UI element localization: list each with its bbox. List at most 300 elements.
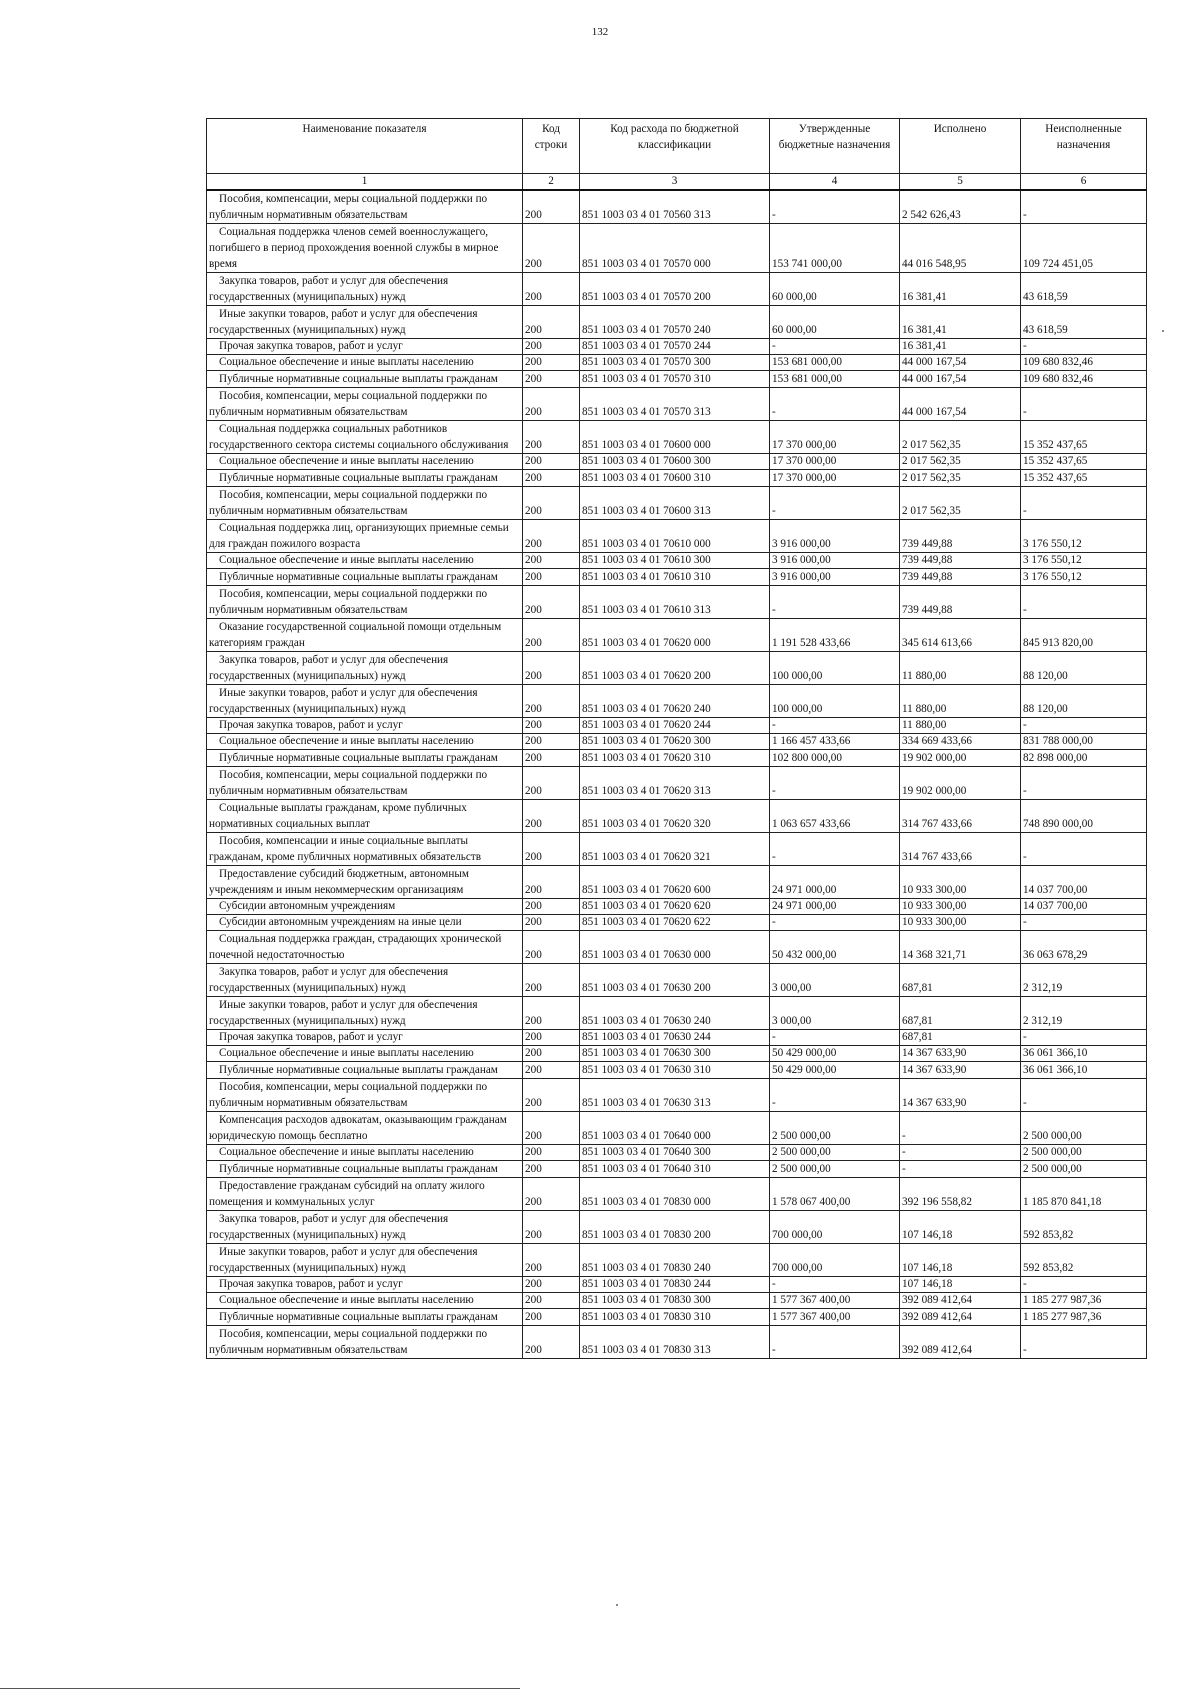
budget-code-cell: 851 1003 03 4 01 70830 240 xyxy=(580,1244,770,1277)
indicator-name-cell xyxy=(207,586,523,619)
executed-cell: 687,81 xyxy=(900,1030,1021,1046)
unexecuted-cell: 2 500 000,00 xyxy=(1021,1161,1147,1178)
approved-cell: 100 000,00 xyxy=(770,652,900,685)
executed-cell: 14 367 633,90 xyxy=(900,1062,1021,1079)
indicator-name-text: Субсидии автономным учреждениям на иные цели xyxy=(219,916,462,928)
executed-cell: 2 542 626,43 xyxy=(900,190,1021,224)
indicator-name-cell xyxy=(207,619,523,652)
unexecuted-cell: 748 890 000,00 xyxy=(1021,800,1147,833)
line-code-cell: 200 xyxy=(523,569,580,586)
approved-cell: - xyxy=(770,1030,900,1046)
unexecuted-cell: 592 853,82 xyxy=(1021,1244,1147,1277)
table-row xyxy=(207,339,1147,355)
approved-cell: 24 971 000,00 xyxy=(770,866,900,899)
line-code-cell: 200 xyxy=(523,553,580,569)
unexecuted-cell: 15 352 437,65 xyxy=(1021,454,1147,470)
budget-code-cell: 851 1003 03 4 01 70600 313 xyxy=(580,487,770,520)
indicator-name-text: Пособия, компенсации, меры социальной поддержки по публичным нормативным обязательствам xyxy=(209,1081,488,1109)
approved-cell: - xyxy=(770,190,900,224)
line-code-cell: 200 xyxy=(523,470,580,487)
approved-cell: - xyxy=(770,1326,900,1359)
unexecuted-cell: 2 312,19 xyxy=(1021,997,1147,1030)
indicator-name-cell xyxy=(207,421,523,454)
table-row xyxy=(207,619,1147,652)
indicator-name-text: Публичные нормативные социальные выплаты гражданам xyxy=(219,373,498,385)
approved-cell: 50 429 000,00 xyxy=(770,1046,900,1062)
budget-code-cell: 851 1003 03 4 01 70620 240 xyxy=(580,685,770,718)
indicator-name-cell xyxy=(207,1046,523,1062)
approved-cell: 153 741 000,00 xyxy=(770,224,900,273)
indicator-name-text: Публичные нормативные социальные выплаты гражданам xyxy=(219,752,498,764)
table-row xyxy=(207,750,1147,767)
indicator-name-cell xyxy=(207,355,523,371)
table-row xyxy=(207,833,1147,866)
indicator-name-text: Социальная поддержка граждан, страдающих хронической почечной недостаточностью xyxy=(209,933,502,961)
approved-cell: 3 916 000,00 xyxy=(770,553,900,569)
indicator-name-text: Социальная поддержка членов семей военнослужащего, погибшего в период прохождения военной службы в мирное время xyxy=(209,226,499,270)
header-executed: Исполнено xyxy=(900,119,1021,174)
line-code-cell: 200 xyxy=(523,454,580,470)
table-row xyxy=(207,1326,1147,1359)
indicator-name-text: Социальная поддержка социальных работников государственного сектора системы социального обслуживания xyxy=(209,423,509,451)
budget-code-cell: 851 1003 03 4 01 70620 200 xyxy=(580,652,770,685)
unexecuted-cell: 43 618,59 xyxy=(1021,273,1147,306)
indicator-name-text: Публичные нормативные социальные выплаты гражданам xyxy=(219,472,498,484)
approved-cell: 50 429 000,00 xyxy=(770,1062,900,1079)
header-unexecuted: Неисполненные назначения xyxy=(1021,119,1147,174)
table-row xyxy=(207,800,1147,833)
line-code-cell: 200 xyxy=(523,619,580,652)
line-code-cell: 200 xyxy=(523,1046,580,1062)
line-code-cell: 200 xyxy=(523,520,580,553)
budget-code-cell: 851 1003 03 4 01 70830 000 xyxy=(580,1178,770,1211)
line-code-cell: 200 xyxy=(523,487,580,520)
indicator-name-cell xyxy=(207,866,523,899)
budget-code-cell: 851 1003 03 4 01 70640 000 xyxy=(580,1112,770,1145)
indicator-name-cell xyxy=(207,224,523,273)
header-indicator-name: Наименование показателя xyxy=(207,119,523,174)
budget-code-cell: 851 1003 03 4 01 70570 000 xyxy=(580,224,770,273)
indicator-name-text: Пособия, компенсации, меры социальной поддержки по публичным нормативным обязательствам xyxy=(209,769,488,797)
indicator-name-cell xyxy=(207,931,523,964)
indicator-name-cell xyxy=(207,1145,523,1161)
unexecuted-cell: 109 680 832,46 xyxy=(1021,371,1147,388)
approved-cell: 17 370 000,00 xyxy=(770,421,900,454)
line-code-cell: 200 xyxy=(523,586,580,619)
indicator-name-text: Социальное обеспечение и иные выплаты населению xyxy=(219,356,474,368)
indicator-name-text: Социальное обеспечение и иные выплаты населению xyxy=(219,735,474,747)
table-row xyxy=(207,1046,1147,1062)
executed-cell: 2 017 562,35 xyxy=(900,487,1021,520)
budget-code-cell: 851 1003 03 4 01 70620 000 xyxy=(580,619,770,652)
budget-code-cell: 851 1003 03 4 01 70570 240 xyxy=(580,306,770,339)
line-code-cell: 200 xyxy=(523,899,580,915)
line-code-cell: 200 xyxy=(523,306,580,339)
approved-cell: 50 432 000,00 xyxy=(770,931,900,964)
indicator-name-text: Закупка товаров, работ и услуг для обеспечения государственных (муниципальных) нужд xyxy=(209,966,449,994)
indicator-name-cell xyxy=(207,652,523,685)
budget-code-cell: 851 1003 03 4 01 70600 300 xyxy=(580,454,770,470)
approved-cell: 3 916 000,00 xyxy=(770,520,900,553)
unexecuted-cell: 88 120,00 xyxy=(1021,652,1147,685)
approved-cell: 1 577 367 400,00 xyxy=(770,1293,900,1309)
budget-code-cell: 851 1003 03 4 01 70570 310 xyxy=(580,371,770,388)
budget-code-cell: 851 1003 03 4 01 70830 300 xyxy=(580,1293,770,1309)
line-code-cell: 200 xyxy=(523,1178,580,1211)
indicator-name-text: Социальное обеспечение и иные выплаты населению xyxy=(219,554,474,566)
unexecuted-cell: 2 500 000,00 xyxy=(1021,1112,1147,1145)
indicator-name-cell xyxy=(207,1161,523,1178)
budget-code-cell: 851 1003 03 4 01 70570 200 xyxy=(580,273,770,306)
budget-code-cell: 851 1003 03 4 01 70620 244 xyxy=(580,718,770,734)
line-code-cell: 200 xyxy=(523,1161,580,1178)
approved-cell: 2 500 000,00 xyxy=(770,1145,900,1161)
executed-cell: 392 089 412,64 xyxy=(900,1326,1021,1359)
budget-code-cell: 851 1003 03 4 01 70620 600 xyxy=(580,866,770,899)
table-row xyxy=(207,1277,1147,1293)
indicator-name-text: Социальное обеспечение и иные выплаты населению xyxy=(219,1047,474,1059)
table-row xyxy=(207,421,1147,454)
indicator-name-text: Социальное обеспечение и иные выплаты населению xyxy=(219,1146,474,1158)
approved-cell: 3 000,00 xyxy=(770,997,900,1030)
indicator-name-text: Предоставление гражданам субсидий на оплату жилого помещения и коммунальных услуг xyxy=(209,1180,485,1208)
table-row xyxy=(207,652,1147,685)
table-row xyxy=(207,569,1147,586)
executed-cell: 107 146,18 xyxy=(900,1277,1021,1293)
scan-mark xyxy=(616,1604,618,1606)
approved-cell: - xyxy=(770,833,900,866)
indicator-name-cell xyxy=(207,273,523,306)
indicator-name-cell xyxy=(207,964,523,997)
executed-cell: 16 381,41 xyxy=(900,339,1021,355)
table-row xyxy=(207,355,1147,371)
indicator-name-text: Социальные выплаты гражданам, кроме публичных нормативных социальных выплат xyxy=(209,802,467,830)
unexecuted-cell: 15 352 437,65 xyxy=(1021,421,1147,454)
budget-code-cell: 851 1003 03 4 01 70610 310 xyxy=(580,569,770,586)
table-row xyxy=(207,685,1147,718)
unexecuted-cell: - xyxy=(1021,767,1147,800)
approved-cell: 1 578 067 400,00 xyxy=(770,1178,900,1211)
budget-code-cell: 851 1003 03 4 01 70620 310 xyxy=(580,750,770,767)
indicator-name-cell xyxy=(207,1178,523,1211)
budget-code-cell: 851 1003 03 4 01 70620 321 xyxy=(580,833,770,866)
table-row xyxy=(207,1062,1147,1079)
budget-code-cell: 851 1003 03 4 01 70620 320 xyxy=(580,800,770,833)
line-code-cell: 200 xyxy=(523,767,580,800)
unexecuted-cell: - xyxy=(1021,586,1147,619)
table-row xyxy=(207,388,1147,421)
indicator-name-text: Прочая закупка товаров, работ и услуг xyxy=(219,1031,403,1043)
table-row xyxy=(207,734,1147,750)
approved-cell: 1 191 528 433,66 xyxy=(770,619,900,652)
executed-cell: 314 767 433,66 xyxy=(900,800,1021,833)
budget-code-cell: 851 1003 03 4 01 70830 244 xyxy=(580,1277,770,1293)
header-budget-code: Код расхода по бюджетной классификации xyxy=(580,119,770,174)
executed-cell: 687,81 xyxy=(900,997,1021,1030)
unexecuted-cell: 2 500 000,00 xyxy=(1021,1145,1147,1161)
unexecuted-cell: 14 037 700,00 xyxy=(1021,866,1147,899)
unexecuted-cell: 36 063 678,29 xyxy=(1021,931,1147,964)
unexecuted-cell: 43 618,59 xyxy=(1021,306,1147,339)
executed-cell: 19 902 000,00 xyxy=(900,767,1021,800)
indicator-name-cell xyxy=(207,1030,523,1046)
line-code-cell: 200 xyxy=(523,997,580,1030)
table-row xyxy=(207,964,1147,997)
indicator-name-text: Оказание государственной социальной помощи отдельным категориям граждан xyxy=(209,621,502,649)
table-row xyxy=(207,899,1147,915)
unexecuted-cell: - xyxy=(1021,1326,1147,1359)
table-row xyxy=(207,1145,1147,1161)
line-code-cell: 200 xyxy=(523,718,580,734)
table-row xyxy=(207,1112,1147,1145)
budget-code-cell: 851 1003 03 4 01 70620 622 xyxy=(580,915,770,931)
budget-code-cell: 851 1003 03 4 01 70570 313 xyxy=(580,388,770,421)
budget-code-cell: 851 1003 03 4 01 70630 313 xyxy=(580,1079,770,1112)
unexecuted-cell: 1 185 277 987,36 xyxy=(1021,1309,1147,1326)
executed-cell: 16 381,41 xyxy=(900,306,1021,339)
executed-cell: 14 367 633,90 xyxy=(900,1046,1021,1062)
scan-edge-line xyxy=(0,1688,520,1689)
indicator-name-text: Закупка товаров, работ и услуг для обеспечения государственных (муниципальных) нужд xyxy=(209,654,449,682)
unexecuted-cell: - xyxy=(1021,388,1147,421)
table-row xyxy=(207,866,1147,899)
indicator-name-text: Пособия, компенсации, меры социальной поддержки по публичным нормативным обязательствам xyxy=(209,489,488,517)
table-row xyxy=(207,520,1147,553)
table-row xyxy=(207,1244,1147,1277)
indicator-name-cell xyxy=(207,306,523,339)
indicator-name-cell xyxy=(207,997,523,1030)
indicator-name-cell xyxy=(207,718,523,734)
indicator-name-cell xyxy=(207,388,523,421)
indicator-name-text: Публичные нормативные социальные выплаты гражданам xyxy=(219,1311,498,1323)
approved-cell: - xyxy=(770,388,900,421)
executed-cell: 392 196 558,82 xyxy=(900,1178,1021,1211)
table-row xyxy=(207,1211,1147,1244)
approved-cell: 153 681 000,00 xyxy=(770,355,900,371)
line-code-cell: 200 xyxy=(523,1244,580,1277)
line-code-cell: 200 xyxy=(523,1030,580,1046)
approved-cell: 700 000,00 xyxy=(770,1244,900,1277)
line-code-cell: 200 xyxy=(523,1309,580,1326)
indicator-name-cell xyxy=(207,487,523,520)
indicator-name-cell xyxy=(207,1062,523,1079)
budget-code-cell: 851 1003 03 4 01 70610 313 xyxy=(580,586,770,619)
indicator-name-cell xyxy=(207,454,523,470)
line-code-cell: 200 xyxy=(523,355,580,371)
table-header xyxy=(207,119,1147,191)
approved-cell: 3 916 000,00 xyxy=(770,569,900,586)
unexecuted-cell: 36 061 366,10 xyxy=(1021,1046,1147,1062)
table-row xyxy=(207,997,1147,1030)
budget-code-cell: 851 1003 03 4 01 70830 200 xyxy=(580,1211,770,1244)
line-code-cell: 200 xyxy=(523,190,580,224)
table-row xyxy=(207,306,1147,339)
indicator-name-cell xyxy=(207,1326,523,1359)
budget-code-cell: 851 1003 03 4 01 70620 313 xyxy=(580,767,770,800)
approved-cell: 700 000,00 xyxy=(770,1211,900,1244)
column-number: 4 xyxy=(770,174,900,191)
table-row xyxy=(207,470,1147,487)
unexecuted-cell: 3 176 550,12 xyxy=(1021,520,1147,553)
table-row xyxy=(207,1161,1147,1178)
indicator-name-cell xyxy=(207,520,523,553)
table-row xyxy=(207,224,1147,273)
executed-cell: 10 933 300,00 xyxy=(900,899,1021,915)
line-code-cell: 200 xyxy=(523,1293,580,1309)
indicator-name-text: Предоставление субсидий бюджетным, автономным учреждениям и иным некоммерческим организациям xyxy=(209,868,469,896)
executed-cell: 392 089 412,64 xyxy=(900,1293,1021,1309)
line-code-cell: 200 xyxy=(523,1079,580,1112)
header-line-code: Код строки xyxy=(523,119,580,174)
executed-cell: 19 902 000,00 xyxy=(900,750,1021,767)
executed-cell: 2 017 562,35 xyxy=(900,470,1021,487)
line-code-cell: 200 xyxy=(523,1326,580,1359)
approved-cell: - xyxy=(770,487,900,520)
unexecuted-cell: 109 724 451,05 xyxy=(1021,224,1147,273)
indicator-name-cell xyxy=(207,899,523,915)
executed-cell: 392 089 412,64 xyxy=(900,1309,1021,1326)
indicator-name-text: Пособия, компенсации, меры социальной поддержки по публичным нормативным обязательствам xyxy=(209,193,488,221)
column-number: 3 xyxy=(580,174,770,191)
line-code-cell: 200 xyxy=(523,734,580,750)
table-row xyxy=(207,371,1147,388)
line-code-cell: 200 xyxy=(523,800,580,833)
unexecuted-cell: - xyxy=(1021,915,1147,931)
indicator-name-text: Закупка товаров, работ и услуг для обеспечения государственных (муниципальных) нужд xyxy=(209,275,449,303)
table-row xyxy=(207,273,1147,306)
indicator-name-text: Социальная поддержка лиц, организующих приемные семьи для граждан пожилого возраста xyxy=(209,522,509,550)
approved-cell: 102 800 000,00 xyxy=(770,750,900,767)
indicator-name-text: Субсидии автономным учреждениям xyxy=(219,900,396,912)
table-row xyxy=(207,586,1147,619)
scan-mark xyxy=(1162,330,1164,332)
unexecuted-cell: 88 120,00 xyxy=(1021,685,1147,718)
indicator-name-text: Пособия, компенсации, меры социальной поддержки по публичным нормативным обязательствам xyxy=(209,588,488,616)
approved-cell: 1 577 367 400,00 xyxy=(770,1309,900,1326)
line-code-cell: 200 xyxy=(523,224,580,273)
table-row xyxy=(207,553,1147,569)
line-code-cell: 200 xyxy=(523,931,580,964)
approved-cell: 2 500 000,00 xyxy=(770,1161,900,1178)
indicator-name-text: Иные закупки товаров, работ и услуг для обеспечения государственных (муниципальных) нужд xyxy=(209,1246,478,1274)
line-code-cell: 200 xyxy=(523,1112,580,1145)
indicator-name-text: Компенсация расходов адвокатам, оказывающим гражданам юридическую помощь бесплатно xyxy=(209,1114,507,1142)
indicator-name-cell xyxy=(207,1244,523,1277)
executed-cell: 107 146,18 xyxy=(900,1244,1021,1277)
indicator-name-text: Прочая закупка товаров, работ и услуг xyxy=(219,1278,403,1290)
executed-cell: 44 000 167,54 xyxy=(900,355,1021,371)
indicator-name-cell xyxy=(207,685,523,718)
indicator-name-text: Иные закупки товаров, работ и услуг для обеспечения государственных (муниципальных) нужд xyxy=(209,308,478,336)
page-number: 132 xyxy=(591,26,609,38)
table-row xyxy=(207,767,1147,800)
unexecuted-cell: 592 853,82 xyxy=(1021,1211,1147,1244)
line-code-cell: 200 xyxy=(523,1277,580,1293)
table-row xyxy=(207,718,1147,734)
indicator-name-text: Пособия, компенсации, меры социальной поддержки по публичным нормативным обязательствам xyxy=(209,1328,488,1356)
column-number: 5 xyxy=(900,174,1021,191)
approved-cell: 17 370 000,00 xyxy=(770,470,900,487)
unexecuted-cell: 109 680 832,46 xyxy=(1021,355,1147,371)
budget-code-cell: 851 1003 03 4 01 70560 313 xyxy=(580,190,770,224)
line-code-cell: 200 xyxy=(523,1145,580,1161)
indicator-name-text: Пособия, компенсации и иные социальные выплаты гражданам, кроме публичных нормативных обязательств xyxy=(209,835,482,863)
unexecuted-cell: - xyxy=(1021,833,1147,866)
indicator-name-text: Иные закупки товаров, работ и услуг для обеспечения государственных (муниципальных) нужд xyxy=(209,999,478,1027)
executed-cell: - xyxy=(900,1112,1021,1145)
unexecuted-cell: 3 176 550,12 xyxy=(1021,569,1147,586)
table-row xyxy=(207,190,1147,224)
indicator-name-cell xyxy=(207,1211,523,1244)
line-code-cell: 200 xyxy=(523,750,580,767)
indicator-name-cell xyxy=(207,1079,523,1112)
executed-cell: - xyxy=(900,1161,1021,1178)
indicator-name-text: Социальное обеспечение и иные выплаты населению xyxy=(219,455,474,467)
line-code-cell: 200 xyxy=(523,866,580,899)
executed-cell: 11 880,00 xyxy=(900,718,1021,734)
unexecuted-cell: 15 352 437,65 xyxy=(1021,470,1147,487)
indicator-name-text: Прочая закупка товаров, работ и услуг xyxy=(219,719,403,731)
line-code-cell: 200 xyxy=(523,273,580,306)
budget-code-cell: 851 1003 03 4 01 70640 300 xyxy=(580,1145,770,1161)
table-body xyxy=(207,190,1147,1359)
executed-cell: 10 933 300,00 xyxy=(900,915,1021,931)
unexecuted-cell: 831 788 000,00 xyxy=(1021,734,1147,750)
unexecuted-cell: 2 312,19 xyxy=(1021,964,1147,997)
line-code-cell: 200 xyxy=(523,964,580,997)
executed-cell: 14 367 633,90 xyxy=(900,1079,1021,1112)
table-row xyxy=(207,1030,1147,1046)
approved-cell: 17 370 000,00 xyxy=(770,454,900,470)
line-code-cell: 200 xyxy=(523,388,580,421)
unexecuted-cell: - xyxy=(1021,487,1147,520)
table-row xyxy=(207,1293,1147,1309)
approved-cell: 100 000,00 xyxy=(770,685,900,718)
executed-cell: - xyxy=(900,1145,1021,1161)
budget-code-cell: 851 1003 03 4 01 70830 313 xyxy=(580,1326,770,1359)
table-row xyxy=(207,454,1147,470)
column-number: 2 xyxy=(523,174,580,191)
unexecuted-cell: 36 061 366,10 xyxy=(1021,1062,1147,1079)
line-code-cell: 200 xyxy=(523,371,580,388)
table-row xyxy=(207,1178,1147,1211)
approved-cell: 1 063 657 433,66 xyxy=(770,800,900,833)
executed-cell: 11 880,00 xyxy=(900,652,1021,685)
indicator-name-cell xyxy=(207,734,523,750)
budget-code-cell: 851 1003 03 4 01 70830 310 xyxy=(580,1309,770,1326)
executed-cell: 11 880,00 xyxy=(900,685,1021,718)
budget-code-cell: 851 1003 03 4 01 70630 300 xyxy=(580,1046,770,1062)
approved-cell: 153 681 000,00 xyxy=(770,371,900,388)
approved-cell: 60 000,00 xyxy=(770,306,900,339)
executed-cell: 2 017 562,35 xyxy=(900,454,1021,470)
table-row xyxy=(207,487,1147,520)
line-code-cell: 200 xyxy=(523,652,580,685)
unexecuted-cell: 845 913 820,00 xyxy=(1021,619,1147,652)
budget-code-cell: 851 1003 03 4 01 70600 000 xyxy=(580,421,770,454)
indicator-name-text: Иные закупки товаров, работ и услуг для обеспечения государственных (муниципальных) нужд xyxy=(209,687,478,715)
indicator-name-text: Закупка товаров, работ и услуг для обеспечения государственных (муниципальных) нужд xyxy=(209,1213,449,1241)
approved-cell: - xyxy=(770,339,900,355)
column-number: 6 xyxy=(1021,174,1147,191)
executed-cell: 314 767 433,66 xyxy=(900,833,1021,866)
line-code-cell: 200 xyxy=(523,685,580,718)
budget-code-cell: 851 1003 03 4 01 70570 300 xyxy=(580,355,770,371)
line-code-cell: 200 xyxy=(523,421,580,454)
indicator-name-text: Публичные нормативные социальные выплаты гражданам xyxy=(219,1064,498,1076)
executed-cell: 14 368 321,71 xyxy=(900,931,1021,964)
indicator-name-cell xyxy=(207,1309,523,1326)
